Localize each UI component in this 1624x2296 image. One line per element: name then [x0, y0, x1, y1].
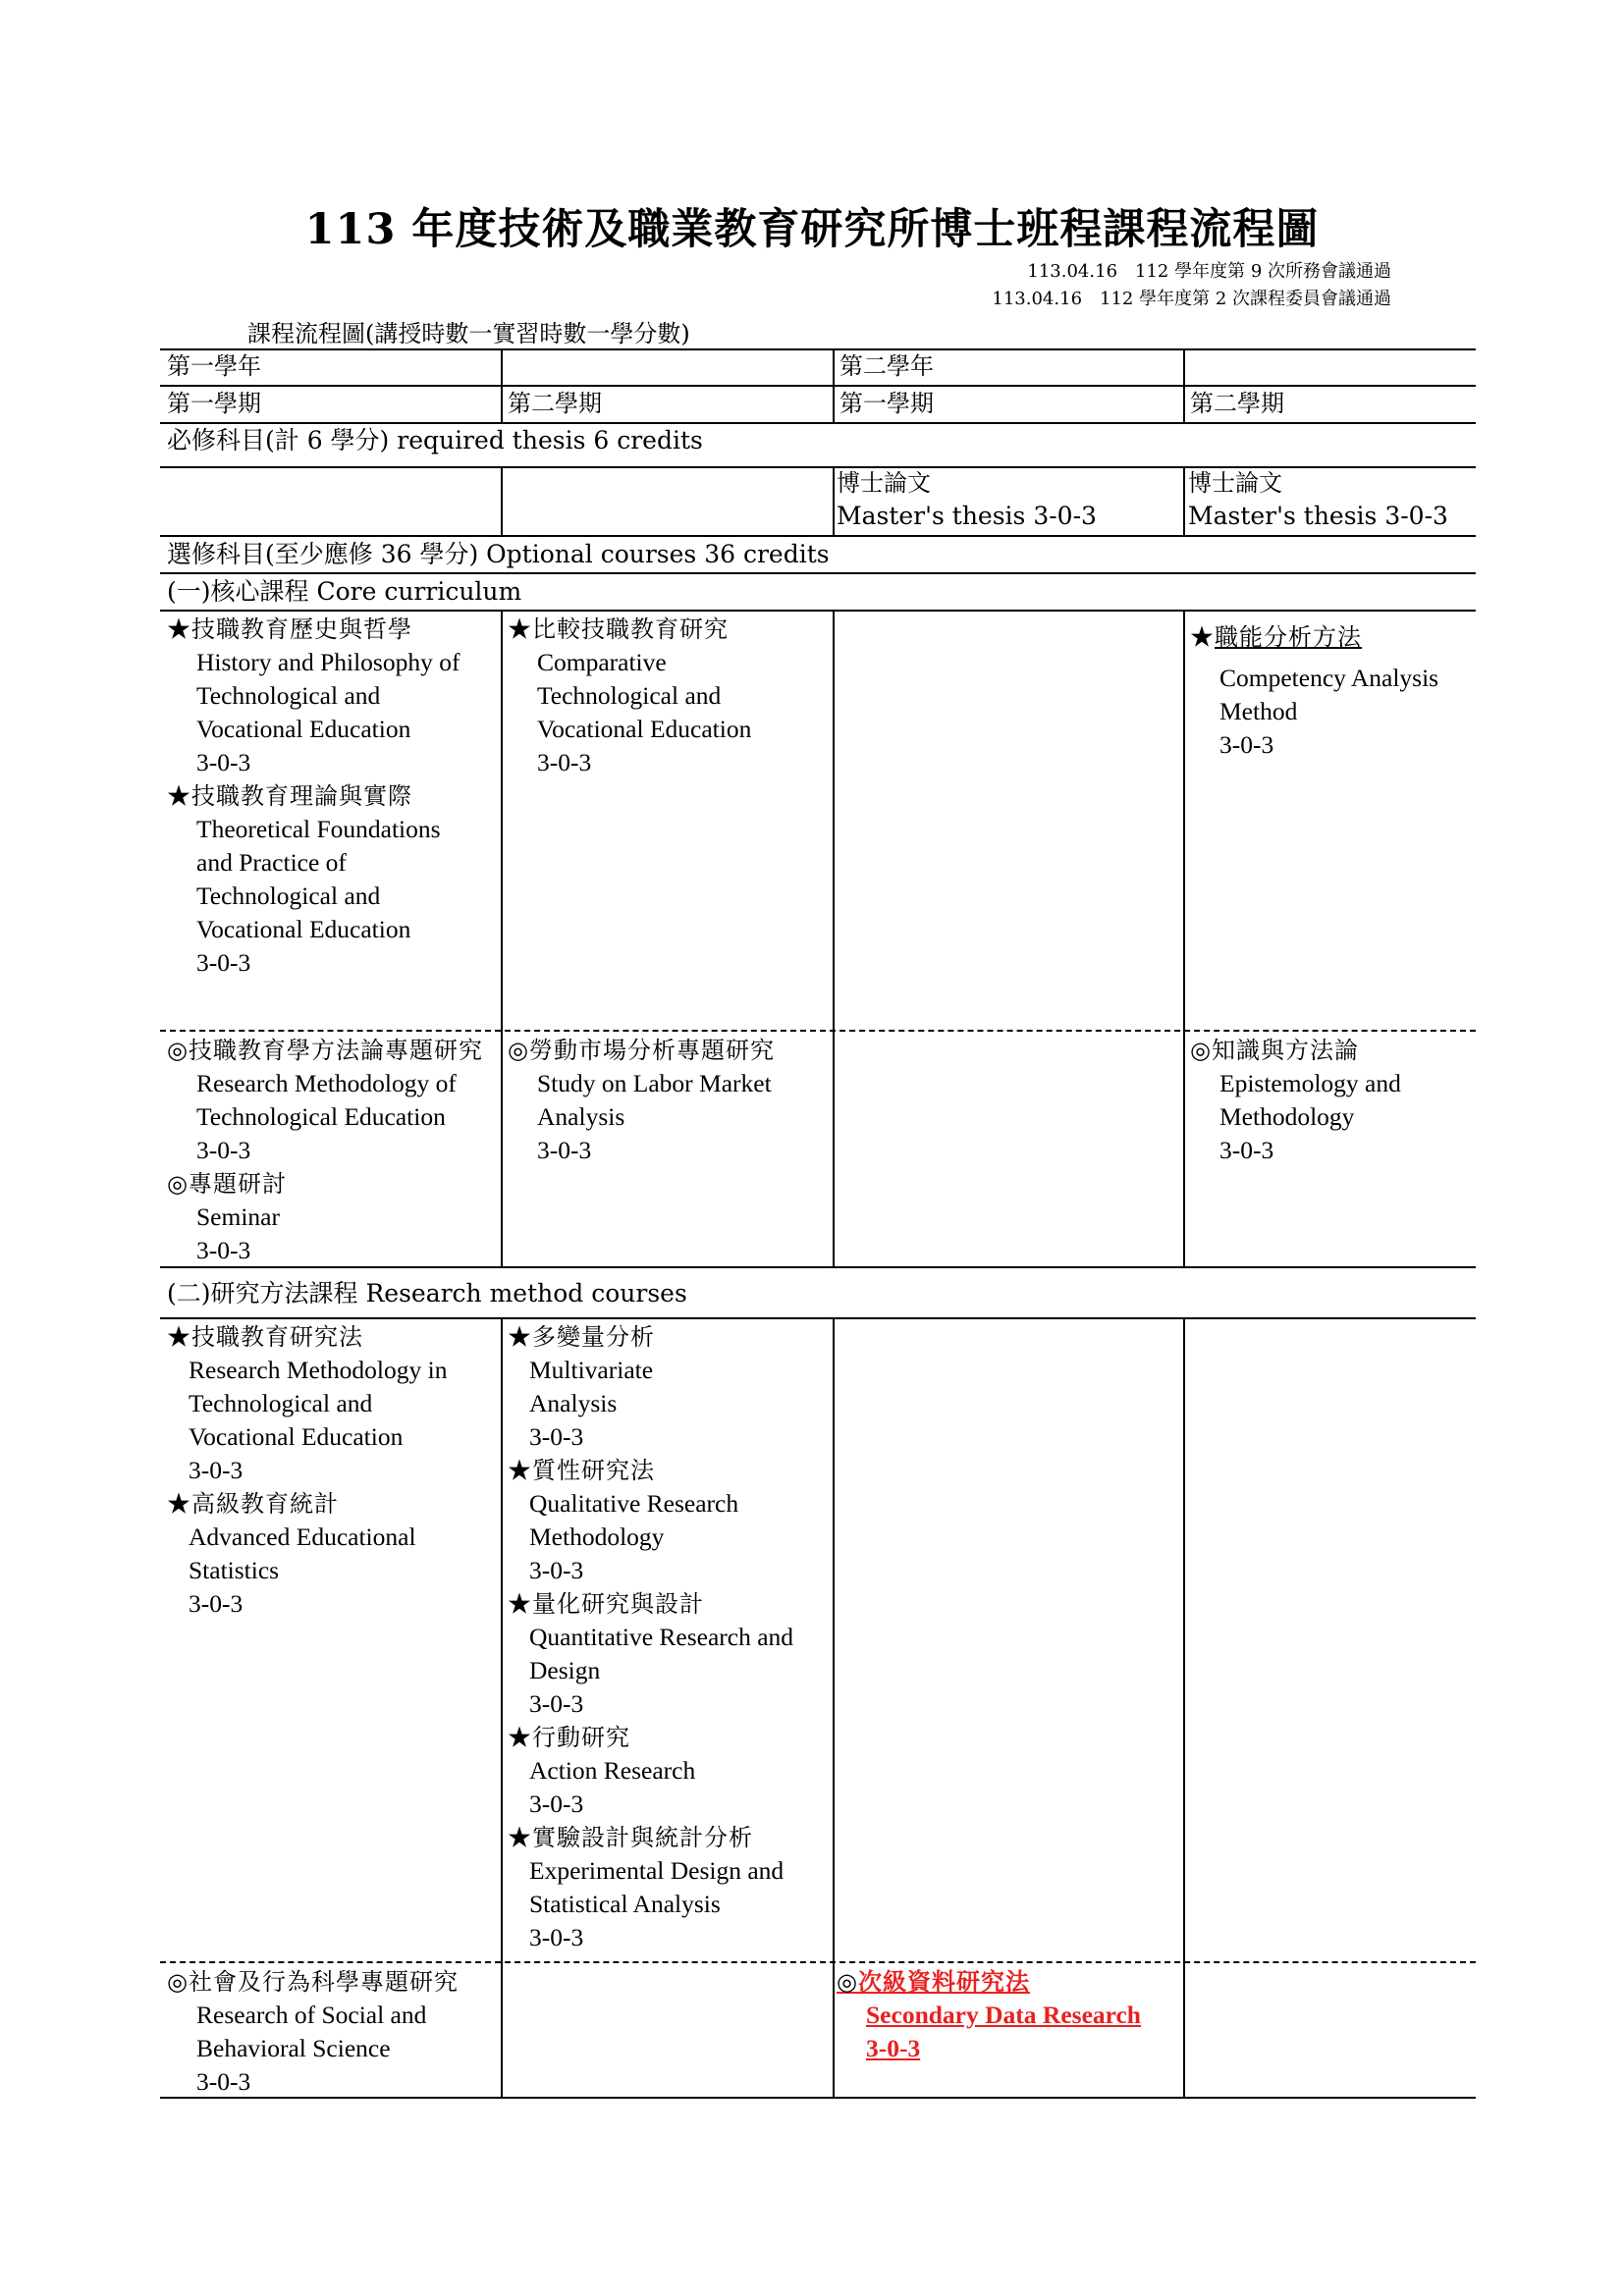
thesis-cell-sem4: [1188, 467, 1448, 532]
course-title-zh: [1190, 620, 1438, 654]
course-title-en: Methodology: [1219, 1102, 1355, 1131]
course-title-zh: ★實驗設計與統計分析: [508, 1824, 753, 1851]
course-title-en: Technological and: [189, 1389, 373, 1417]
course-credits: 3-0-3: [189, 1456, 244, 1484]
course-title-en: Experimental Design and: [529, 1856, 785, 1885]
thesis-cell-sem3: [837, 467, 1097, 532]
core-section-label: (一)核心課程 Core curriculum: [167, 577, 522, 606]
course-title-zh-text: 次級資料研究法: [857, 1967, 1030, 1996]
course-title-en: Vocational Education: [196, 915, 411, 943]
course-title-en: Quantitative Research and: [529, 1623, 794, 1651]
optional-section-label: 選修科目(至少應修 36 學分) Optional courses 36 credits: [167, 540, 830, 568]
course-title-en: Methodology: [529, 1522, 665, 1551]
course-title-en: Qualitative Research: [529, 1489, 739, 1518]
rule: [160, 535, 1476, 537]
course-title-en: Advanced Educational: [189, 1522, 416, 1551]
column-rule: [501, 466, 503, 535]
header-semester-1: 第一學期: [167, 390, 261, 417]
column-rule: [833, 348, 835, 422]
course-title-en: History and Philosophy of: [196, 648, 460, 676]
course-title-en: Statistical Analysis: [529, 1890, 721, 1918]
column-rule: [1183, 466, 1185, 535]
course-credits: 3-0-3: [529, 1422, 584, 1451]
course-title-en: Research Methodology in: [189, 1356, 448, 1384]
course-title-en: Epistemology and: [1219, 1069, 1401, 1097]
column-rule: [833, 1317, 835, 2097]
course-title-en: Competency Analysis: [1219, 664, 1439, 692]
course-title-en: Research Methodology of: [196, 1069, 457, 1097]
course-credits: 3-0-3: [196, 2067, 251, 2096]
course-title-en: Method: [1219, 697, 1298, 725]
course-title-en: Behavioral Science: [196, 2034, 391, 2062]
course-title-en: Technological and: [196, 881, 381, 910]
course-title-en: Analysis: [537, 1102, 625, 1131]
course-block: [1190, 1034, 1401, 1167]
course-title-en: Statistics: [189, 1556, 280, 1584]
course-credits: 3-0-3: [196, 1236, 251, 1264]
column-rule: [501, 348, 503, 385]
course-title-zh: ★技職教育研究法: [167, 1323, 363, 1351]
course-title-zh: ★行動研究: [508, 1724, 630, 1751]
thesis-title-zh: 博士論文: [837, 469, 931, 497]
header-semester-4: 第二學期: [1190, 390, 1284, 417]
course-block: [167, 1320, 447, 1621]
thesis-title-zh: 博士論文: [1188, 469, 1282, 497]
rule: [160, 348, 1476, 350]
course-block: [508, 1320, 793, 1954]
course-title-zh: ★比較技職教育研究: [508, 615, 729, 643]
course-credits: 3-0-3: [196, 1136, 251, 1164]
course-title-en: Technological Education: [196, 1102, 446, 1131]
course-title-zh: [837, 1965, 1141, 1999]
course-block: [508, 1034, 775, 1167]
course-title-zh: ★技職教育歷史與哲學: [167, 615, 412, 643]
course-credits: 3-0-3: [866, 2034, 921, 2062]
course-title-en: Theoretical Foundations: [196, 815, 441, 843]
course-title-zh: ◎技職教育學方法論專題研究: [167, 1037, 483, 1064]
dashed-rule: [160, 1030, 1476, 1032]
required-section-label: 必修科目(計 6 學分) required thesis 6 credits: [167, 426, 703, 454]
course-credits: 3-0-3: [196, 748, 251, 776]
course-title-en: Vocational Education: [189, 1422, 404, 1451]
course-block: [167, 613, 460, 980]
table-caption: 課程流程圖(講授時數一實習時數一學分數): [247, 320, 690, 347]
column-rule: [501, 385, 503, 422]
thesis-title-en: Master's thesis 3-0-3: [837, 502, 1097, 530]
dashed-rule: [160, 1961, 1476, 1963]
course-credits: 3-0-3: [1219, 1136, 1274, 1164]
approval-note-2: 113.04.16 112 學年度第 2 次課程委員會議通過: [992, 289, 1391, 309]
course-title-en: Seminar: [196, 1202, 280, 1231]
header-year-1: 第一學年: [167, 352, 261, 380]
course-title-zh: ★量化研究與設計: [508, 1590, 704, 1618]
column-rule: [501, 610, 503, 1266]
column-rule: [1183, 348, 1185, 422]
thesis-title-en: Master's thesis 3-0-3: [1188, 502, 1448, 530]
header-year-2: 第二學年: [839, 352, 934, 380]
column-rule: [501, 1317, 503, 2097]
course-credits: 3-0-3: [537, 748, 592, 776]
course-credits: 3-0-3: [529, 1689, 584, 1718]
course-title-en: Multivariate: [529, 1356, 654, 1384]
course-title-en: Technological and: [196, 681, 381, 710]
course-title-zh-text: 職能分析方法: [1215, 623, 1362, 651]
rule: [160, 572, 1476, 574]
rule: [160, 1317, 1476, 1319]
course-credits: 3-0-3: [537, 1136, 592, 1164]
course-title-zh: ◎專題研討: [167, 1170, 287, 1198]
course-title-en: Study on Labor Market: [537, 1069, 772, 1097]
course-credits: 3-0-3: [189, 1589, 244, 1618]
course-title-en: Secondary Data Research: [866, 2001, 1141, 2029]
course-title-en: Vocational Education: [196, 715, 411, 743]
course-title-zh: ◎勞動市場分析專題研究: [508, 1037, 775, 1064]
course-title-en: Technological and: [537, 681, 722, 710]
column-rule: [1183, 610, 1185, 1266]
course-title-zh: ★質性研究法: [508, 1457, 655, 1484]
course-title-zh: ★高級教育統計: [167, 1490, 339, 1518]
course-title-en: Analysis: [529, 1389, 618, 1417]
column-rule: [833, 466, 835, 535]
column-rule: [833, 610, 835, 1266]
course-title-en: and Practice of: [196, 848, 347, 877]
course-block: [508, 613, 751, 779]
method-section-label: (二)研究方法課程 Research method courses: [167, 1279, 687, 1308]
course-title-en: Action Research: [529, 1756, 696, 1785]
course-block: [167, 1965, 459, 2099]
course-title-zh: ◎社會及行為科學專題研究: [167, 1968, 459, 1996]
course-credits: 3-0-3: [529, 1789, 584, 1818]
course-title-en: Vocational Education: [537, 715, 752, 743]
required-mark: ★: [1190, 623, 1215, 651]
course-credits: 3-0-3: [529, 1923, 584, 1951]
page-title: 113 年度技術及職業教育研究所博士班程課程流程圖: [304, 205, 1320, 254]
course-title-zh: ★技職教育理論與實際: [167, 782, 412, 810]
course-title-en: Comparative: [537, 648, 667, 676]
course-title-en: Design: [529, 1656, 601, 1684]
course-title-zh: ★多變量分析: [508, 1323, 655, 1351]
column-rule: [1183, 1317, 1185, 2097]
header-semester-3: 第一學期: [839, 390, 934, 417]
course-credits: 3-0-3: [196, 948, 251, 977]
elective-mark: ◎: [837, 1968, 858, 1996]
course-title-zh: ◎知識與方法論: [1190, 1037, 1359, 1064]
course-block: [1190, 620, 1438, 762]
course-block: [167, 1034, 483, 1267]
header-semester-2: 第二學期: [508, 390, 602, 417]
course-credits: 3-0-3: [1219, 730, 1274, 759]
course-credits: 3-0-3: [529, 1556, 584, 1584]
rule: [160, 610, 1476, 612]
approval-note-1: 113.04.16 112 學年度第 9 次所務會議通過: [1027, 261, 1391, 282]
new-course-block: [837, 1965, 1141, 2065]
course-title-en: Research of Social and: [196, 2001, 427, 2029]
